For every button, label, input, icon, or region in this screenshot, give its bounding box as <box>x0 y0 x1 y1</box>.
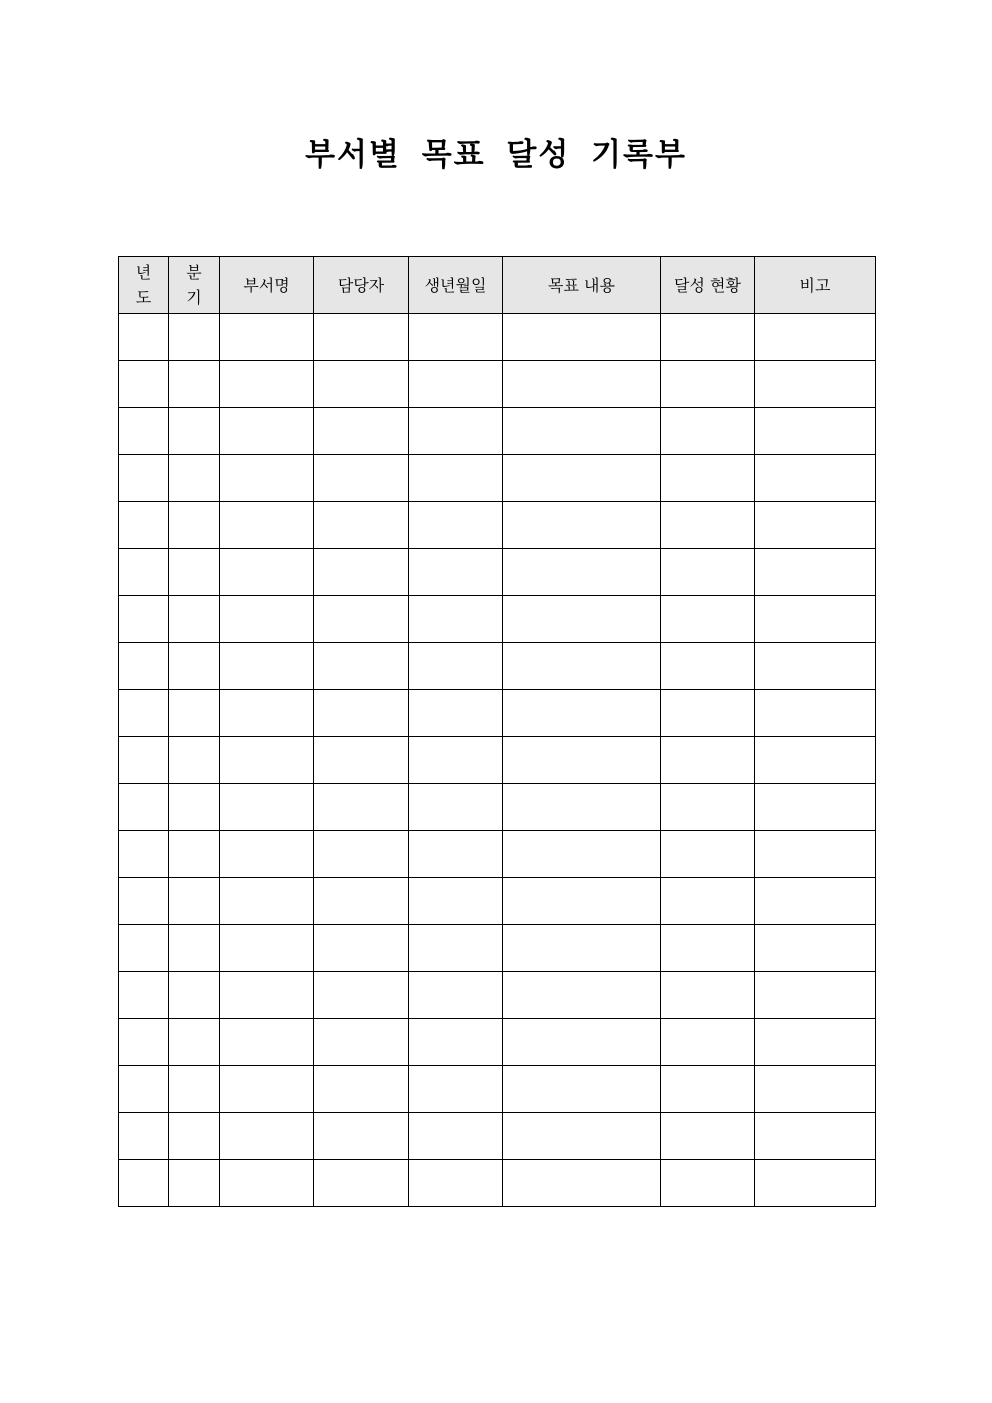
cell-remarks <box>755 361 876 408</box>
cell-quarter <box>169 408 220 455</box>
cell-birthdate <box>409 972 503 1019</box>
cell-year <box>119 1019 169 1066</box>
cell-goal <box>503 1019 661 1066</box>
cell-department <box>220 596 314 643</box>
cell-quarter <box>169 972 220 1019</box>
cell-birthdate <box>409 1160 503 1207</box>
cell-birthdate <box>409 1113 503 1160</box>
header-quarter-line-2: 기 <box>186 288 202 307</box>
cell-birthdate <box>409 361 503 408</box>
cell-department <box>220 1066 314 1113</box>
header-quarter <box>169 257 220 314</box>
cell-birthdate <box>409 643 503 690</box>
table-row <box>119 455 876 502</box>
cell-status <box>661 1019 755 1066</box>
cell-department <box>220 737 314 784</box>
cell-manager <box>314 643 409 690</box>
cell-quarter <box>169 784 220 831</box>
cell-manager <box>314 1019 409 1066</box>
header-remarks: 비고 <box>755 257 876 314</box>
cell-quarter <box>169 1113 220 1160</box>
table-row <box>119 925 876 972</box>
cell-remarks <box>755 455 876 502</box>
header-birthdate: 생년월일 <box>409 257 503 314</box>
cell-year <box>119 455 169 502</box>
cell-remarks <box>755 408 876 455</box>
table-row <box>119 596 876 643</box>
cell-goal <box>503 361 661 408</box>
table-row <box>119 972 876 1019</box>
header-year <box>119 257 169 314</box>
cell-department <box>220 831 314 878</box>
cell-quarter <box>169 1066 220 1113</box>
cell-year <box>119 361 169 408</box>
cell-quarter <box>169 878 220 925</box>
cell-quarter <box>169 596 220 643</box>
cell-quarter <box>169 455 220 502</box>
cell-goal <box>503 1066 661 1113</box>
cell-status <box>661 831 755 878</box>
cell-manager <box>314 549 409 596</box>
cell-year <box>119 314 169 361</box>
cell-department <box>220 925 314 972</box>
cell-manager <box>314 831 409 878</box>
cell-department <box>220 408 314 455</box>
table-row <box>119 784 876 831</box>
cell-year <box>119 643 169 690</box>
cell-quarter <box>169 737 220 784</box>
cell-birthdate <box>409 1019 503 1066</box>
cell-year <box>119 596 169 643</box>
cell-goal <box>503 643 661 690</box>
cell-birthdate <box>409 925 503 972</box>
cell-department <box>220 1019 314 1066</box>
cell-manager <box>314 455 409 502</box>
cell-remarks <box>755 1113 876 1160</box>
table-row <box>119 643 876 690</box>
cell-manager <box>314 1160 409 1207</box>
cell-year <box>119 1160 169 1207</box>
cell-year <box>119 408 169 455</box>
cell-status <box>661 737 755 784</box>
cell-goal <box>503 408 661 455</box>
cell-manager <box>314 1066 409 1113</box>
table-row <box>119 408 876 455</box>
cell-manager <box>314 596 409 643</box>
header-department: 부서명 <box>220 257 314 314</box>
cell-birthdate <box>409 549 503 596</box>
cell-manager <box>314 878 409 925</box>
cell-goal <box>503 925 661 972</box>
cell-quarter <box>169 831 220 878</box>
cell-department <box>220 361 314 408</box>
cell-manager <box>314 314 409 361</box>
cell-birthdate <box>409 737 503 784</box>
cell-status <box>661 1066 755 1113</box>
cell-quarter <box>169 1019 220 1066</box>
cell-remarks <box>755 878 876 925</box>
table-row <box>119 1113 876 1160</box>
cell-manager <box>314 1113 409 1160</box>
cell-department <box>220 643 314 690</box>
cell-status <box>661 690 755 737</box>
table-row <box>119 502 876 549</box>
cell-department <box>220 878 314 925</box>
cell-goal <box>503 784 661 831</box>
table-row <box>119 737 876 784</box>
header-goal: 목표 내용 <box>503 257 661 314</box>
cell-manager <box>314 408 409 455</box>
table-row <box>119 690 876 737</box>
cell-remarks <box>755 737 876 784</box>
cell-birthdate <box>409 690 503 737</box>
cell-department <box>220 455 314 502</box>
cell-manager <box>314 502 409 549</box>
cell-birthdate <box>409 831 503 878</box>
cell-birthdate <box>409 502 503 549</box>
header-row <box>119 257 876 314</box>
cell-birthdate <box>409 596 503 643</box>
cell-remarks <box>755 1019 876 1066</box>
cell-quarter <box>169 1160 220 1207</box>
cell-quarter <box>169 549 220 596</box>
table-row <box>119 878 876 925</box>
cell-status <box>661 878 755 925</box>
cell-manager <box>314 925 409 972</box>
cell-goal <box>503 831 661 878</box>
cell-quarter <box>169 314 220 361</box>
cell-remarks <box>755 549 876 596</box>
cell-remarks <box>755 1066 876 1113</box>
cell-birthdate <box>409 1066 503 1113</box>
cell-goal <box>503 596 661 643</box>
table-row <box>119 314 876 361</box>
table-row <box>119 1019 876 1066</box>
cell-manager <box>314 737 409 784</box>
cell-status <box>661 549 755 596</box>
cell-goal <box>503 972 661 1019</box>
cell-status <box>661 455 755 502</box>
cell-year <box>119 549 169 596</box>
cell-year <box>119 972 169 1019</box>
cell-goal <box>503 1160 661 1207</box>
cell-remarks <box>755 925 876 972</box>
cell-year <box>119 1066 169 1113</box>
cell-remarks <box>755 502 876 549</box>
table-row <box>119 1066 876 1113</box>
cell-birthdate <box>409 455 503 502</box>
document-title: 부서별 목표 달성 기록부 <box>305 137 687 173</box>
cell-quarter <box>169 502 220 549</box>
cell-department <box>220 502 314 549</box>
cell-goal <box>503 549 661 596</box>
cell-year <box>119 925 169 972</box>
cell-status <box>661 361 755 408</box>
cell-remarks <box>755 831 876 878</box>
cell-remarks <box>755 643 876 690</box>
header-year-line-2: 도 <box>135 288 152 307</box>
cell-status <box>661 1113 755 1160</box>
cell-year <box>119 1113 169 1160</box>
cell-status <box>661 314 755 361</box>
cell-goal <box>503 314 661 361</box>
cell-goal <box>503 455 661 502</box>
cell-manager <box>314 361 409 408</box>
cell-goal <box>503 878 661 925</box>
cell-status <box>661 502 755 549</box>
cell-goal <box>503 690 661 737</box>
cell-quarter <box>169 690 220 737</box>
cell-status <box>661 643 755 690</box>
cell-goal <box>503 1113 661 1160</box>
cell-year <box>119 737 169 784</box>
cell-status <box>661 925 755 972</box>
goal-record-table <box>118 256 876 1207</box>
cell-remarks <box>755 1160 876 1207</box>
cell-quarter <box>169 643 220 690</box>
table-row <box>119 1160 876 1207</box>
header-quarter-line-1: 분 <box>186 263 202 282</box>
header-status: 달성 현황 <box>661 257 755 314</box>
table-row <box>119 361 876 408</box>
cell-birthdate <box>409 784 503 831</box>
cell-quarter <box>169 925 220 972</box>
cell-birthdate <box>409 408 503 455</box>
cell-manager <box>314 690 409 737</box>
cell-remarks <box>755 596 876 643</box>
cell-status <box>661 596 755 643</box>
cell-goal <box>503 737 661 784</box>
cell-goal <box>503 502 661 549</box>
cell-status <box>661 784 755 831</box>
cell-department <box>220 972 314 1019</box>
cell-remarks <box>755 690 876 737</box>
cell-birthdate <box>409 878 503 925</box>
cell-year <box>119 690 169 737</box>
cell-status <box>661 972 755 1019</box>
cell-year <box>119 502 169 549</box>
cell-department <box>220 549 314 596</box>
cell-year <box>119 878 169 925</box>
header-year-line-1: 년 <box>135 263 152 282</box>
table-row <box>119 831 876 878</box>
cell-manager <box>314 784 409 831</box>
cell-remarks <box>755 972 876 1019</box>
cell-department <box>220 784 314 831</box>
table-row <box>119 549 876 596</box>
table-body <box>119 314 876 1207</box>
cell-department <box>220 1160 314 1207</box>
cell-status <box>661 408 755 455</box>
cell-department <box>220 314 314 361</box>
cell-year <box>119 831 169 878</box>
cell-remarks <box>755 314 876 361</box>
cell-quarter <box>169 361 220 408</box>
cell-manager <box>314 972 409 1019</box>
header-manager: 담당자 <box>314 257 409 314</box>
cell-department <box>220 1113 314 1160</box>
cell-year <box>119 784 169 831</box>
cell-status <box>661 1160 755 1207</box>
cell-birthdate <box>409 314 503 361</box>
cell-department <box>220 690 314 737</box>
cell-remarks <box>755 784 876 831</box>
